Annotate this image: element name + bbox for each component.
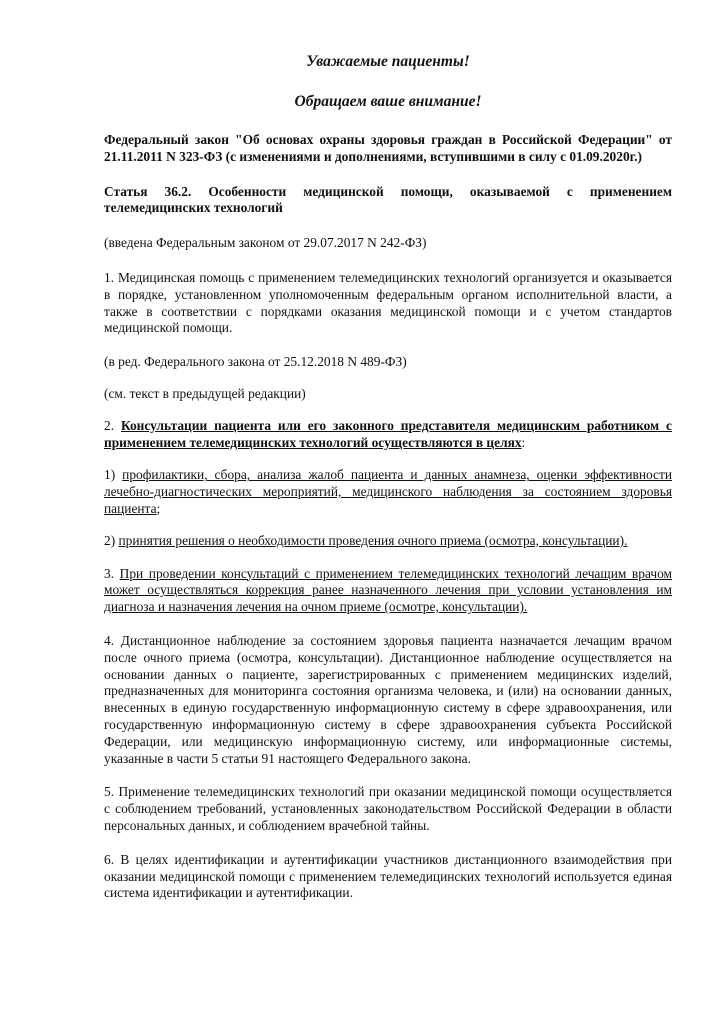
- paragraph-2-colon: :: [521, 434, 526, 450]
- page-subtitle: Обращаем ваше внимание!: [294, 93, 482, 110]
- paragraph-3: [104, 566, 672, 616]
- subparagraph-2-1-semicolon: ;: [156, 500, 161, 516]
- previous-edition-note: (см. текст в предыдущей редакции): [104, 385, 306, 401]
- paragraph-3-number: 3.: [104, 565, 120, 581]
- revision-note: (в ред. Федерального закона от 25.12.2018 N 489-ФЗ): [104, 354, 407, 370]
- subparagraph-2-1: [104, 467, 672, 517]
- law-reference: Федеральный закон "Об основах охраны здоровья граждан в Российской Федерации" от 21.11.2011 N 323-ФЗ (с изменениями и дополнениями, вступившими в силу с 01.09.2020г.): [104, 132, 672, 164]
- subparagraph-2-2-text: принятия решения о необходимости проведения очного приема (осмотра, консультации).: [118, 532, 628, 548]
- article-intro-note: (введена Федеральным законом от 29.07.2017 N 242-ФЗ): [104, 235, 427, 251]
- paragraph-2-number: 2.: [104, 417, 121, 433]
- paragraph-5: 5. Применение телемедицинских технологий при оказании медицинской помощи осуществляется с соблюдением требований, установленных законодательством Российской Федерации в области персональных данных, и соблюдением врачебной тайны.: [104, 784, 672, 833]
- page-title: Уважаемые пациенты!: [306, 53, 470, 70]
- subparagraph-2-1-number: 1): [104, 467, 123, 483]
- subparagraph-2-1-text: профилактики, сбора, анализа жалоб пациента и данных анамнеза, оценки эффективности лечебно-диагностических мероприятий, медицинского наблюдения за состоянием здоровья пациента: [104, 467, 672, 516]
- paragraph-1: 1. Медицинская помощь с применением телемедицинских технологий организуется и оказывается в порядке, установленном уполномоченным федеральным органом исполнительной власти, а также в соответствии с порядками оказания медицинской помощи и с учетом стандартов медицинской помощи.: [104, 269, 672, 336]
- article-heading: Статья 36.2. Особенности медицинской помощи, оказываемой с применением телемедицинских технологий: [104, 183, 672, 216]
- paragraph-2-text: Консультации пациента или его законного представителя медицинским работником с применением телемедицинских технологий осуществляются в целях: [104, 417, 672, 450]
- subparagraph-2-2-number: 2): [104, 532, 119, 548]
- paragraph-4: 4. Дистанционное наблюдение за состоянием здоровья пациента назначается лечащим врачом после очного приема (осмотра, консультации). Дистанционное наблюдение осуществляется на основании данных о пациенте, зарегистрированных с применением медицинских изделий, предназначенных для мониторинга состояния организма человека, и (или) на основании данных, внесенных в единую государственную информационную систему в сфере здравоохранения, или государственную информационную систему в сфере здравоохранения субъекта Российской Федерации, или медицинскую информационную систему, или информационные системы, указанные в части 5 статьи 91 настоящего Федерального закона.: [104, 632, 672, 766]
- paragraph-6: 6. В целях идентификации и аутентификации участников дистанционного взаимодействия при оказании медицинской помощи с применением телемедицинских технологий используется единая система идентификации и аутентификации.: [104, 851, 672, 901]
- subparagraph-2-2: [104, 533, 672, 550]
- paragraph-2: [104, 418, 672, 452]
- paragraph-3-text: При проведении консультаций с применением телемедицинских технологий лечащим врачом может осуществляться коррекция ранее назначенного лечения при условии установления им диагноза и назначения лечения на очном приеме (осмотре, консультации).: [104, 565, 673, 615]
